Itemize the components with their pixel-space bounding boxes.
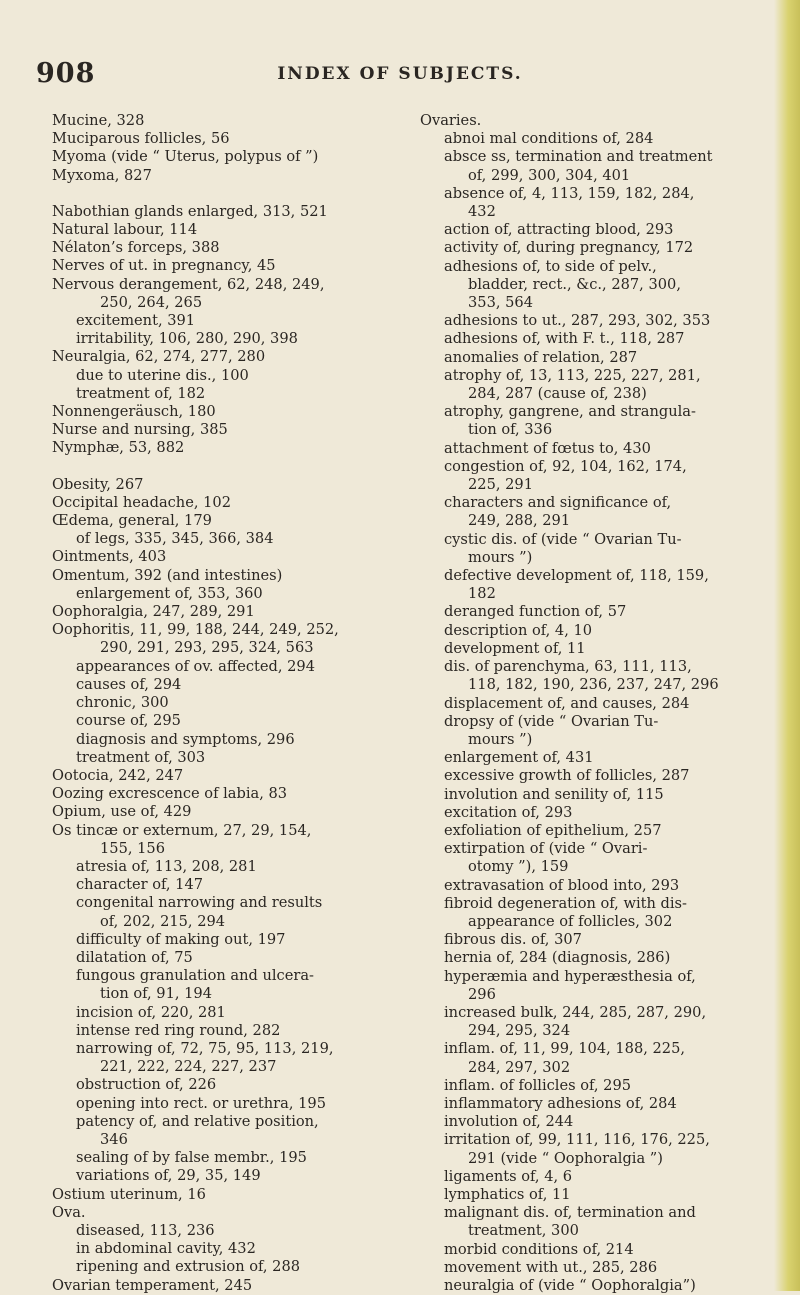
index-subentry: appearances of ov. affected, 294	[76, 657, 315, 675]
index-subentry: 155, 156	[100, 839, 165, 857]
index-entry: Ointments, 403	[52, 548, 167, 566]
index-subentry: otomy ”), 159	[468, 858, 569, 876]
index-subentry: 182	[468, 585, 496, 603]
index-subentry: congestion of, 92, 104, 162, 174,	[444, 457, 687, 475]
index-subentry: obstruction of, 226	[76, 1076, 217, 1094]
index-subentry: of legs, 335, 345, 366, 384	[76, 530, 274, 548]
index-entry: Omentum, 392 (and intestines)	[52, 566, 283, 584]
page-number: 908	[36, 58, 96, 89]
index-subentry: diseased, 113, 236	[76, 1221, 215, 1239]
index-subentry: lymphatics of, 11	[444, 1185, 571, 1203]
index-subentry: anomalies of relation, 287	[444, 348, 638, 366]
index-subentry: dis. of parenchyma, 63, 111, 113,	[444, 658, 692, 676]
index-subentry: 346	[100, 1130, 128, 1148]
index-subentry: 290, 291, 293, 295, 324, 563	[100, 639, 314, 657]
index-subentry: ripening and extrusion of, 288	[76, 1258, 301, 1276]
index-subentry: appearance of follicles, 302	[468, 912, 673, 930]
page-header	[0, 58, 800, 88]
index-subentry: excitation of, 293	[444, 803, 573, 821]
index-subentry: of, 202, 215, 294	[100, 912, 226, 930]
index-subentry: hyperæmia and hyperæsthesia of,	[444, 967, 696, 985]
index-subentry: dilatation of, 75	[76, 948, 193, 966]
index-entry: Obesity, 267	[52, 475, 144, 493]
index-entry: Oophoritis, 11, 99, 188, 244, 249, 252,	[52, 621, 339, 639]
index-entry: Œdema, general, 179	[52, 512, 212, 530]
index-subentry: description of, 4, 10	[444, 621, 593, 639]
index-subentry: 432	[468, 203, 496, 221]
index-subentry: attachment of fœtus to, 430	[444, 439, 651, 457]
index-subentry: enlargement of, 353, 360	[76, 584, 263, 602]
index-entry: Ostium uterinum, 16	[52, 1185, 206, 1203]
index-entry: Natural labour, 114	[52, 221, 198, 239]
index-subentry: malignant dis. of, termination and	[444, 1204, 696, 1222]
index-subentry: 225, 291	[468, 476, 533, 494]
index-subentry: inflam. of, 11, 99, 104, 188, 225,	[444, 1040, 686, 1058]
index-subentry: abnoi mal conditions of, 284	[444, 130, 654, 148]
index-subentry: irritability, 106, 280, 290, 398	[76, 330, 298, 348]
entry-gap	[52, 458, 392, 476]
index-subentry: neuralgia of (vide “ Oophoralgia”)	[444, 1277, 696, 1294]
index-subentry: 284, 297, 302	[468, 1058, 571, 1076]
index-subentry: 291 (vide “ Oophoralgia ”)	[468, 1149, 663, 1167]
index-subentry: tion of, 91, 194	[100, 985, 213, 1003]
index-subentry: fungous granulation and ulcera-	[76, 967, 314, 985]
index-subentry: congenital narrowing and results	[76, 894, 323, 912]
index-entry: Occipital headache, 102	[52, 493, 231, 511]
index-subentry: character of, 147	[76, 876, 204, 894]
index-subentry: treatment of, 303	[76, 748, 206, 766]
index-subentry: movement with ut., 285, 286	[444, 1258, 658, 1276]
index-entry: Nervous derangement, 62, 248, 249,	[52, 275, 325, 293]
index-entry: Myoma (vide “ Uterus, polypus of ”)	[52, 148, 319, 166]
index-subentry: 118, 182, 190, 236, 237, 247, 296	[468, 676, 719, 694]
index-subentry: deranged function of, 57	[444, 603, 627, 621]
index-entry: Oophoralgia, 247, 289, 291	[52, 603, 255, 621]
index-column-right	[420, 112, 772, 1295]
index-subentry: causes of, 294	[76, 675, 182, 693]
index-subentry: 221, 222, 224, 227, 237	[100, 1058, 277, 1076]
index-subentry: hernia of, 284 (diagnosis, 286)	[444, 949, 671, 967]
index-subentry: displacement of, and causes, 284	[444, 694, 690, 712]
index-subentry: defective development of, 118, 159,	[444, 567, 709, 585]
index-subentry: mours ”)	[468, 548, 533, 566]
index-subentry: irritation of, 99, 111, 116, 176, 225,	[444, 1131, 710, 1149]
entry-gap	[52, 185, 392, 203]
index-subentry: intense red ring round, 282	[76, 1021, 281, 1039]
index-subentry: development of, 11	[444, 639, 586, 657]
index-subentry: inflammatory adhesions of, 284	[444, 1094, 677, 1112]
index-entry: Myxoma, 827	[52, 166, 152, 184]
index-subentry: adhesions of, to side of pelv.,	[444, 257, 657, 275]
index-entry: Oozing excrescence of labia, 83	[52, 785, 288, 803]
index-subentry: action of, attracting blood, 293	[444, 221, 674, 239]
index-subentry: exfoliation of epithelium, 257	[444, 821, 662, 839]
index-subentry: atresia of, 113, 208, 281	[76, 857, 257, 875]
index-subentry: atrophy of, 13, 113, 225, 227, 281,	[444, 366, 701, 384]
index-entry: Ovarian temperament, 245	[52, 1276, 253, 1294]
index-entry: Nonnengeräusch, 180	[52, 403, 216, 421]
index-subentry: extirpation of (vide “ Ovari-	[444, 840, 648, 858]
index-subentry: characters and significance of,	[444, 494, 672, 512]
index-subentry: involution and senility of, 115	[444, 785, 664, 803]
index-entry: Nabothian glands enlarged, 313, 521	[52, 202, 328, 220]
index-entry: Nerves of ut. in pregnancy, 45	[52, 257, 276, 275]
index-subentry: 353, 564	[468, 294, 533, 312]
index-subentry: mours ”)	[468, 730, 533, 748]
index-subentry: adhesions to ut., 287, 293, 302, 353	[444, 312, 711, 330]
running-title: INDEX OF SUBJECTS.	[277, 64, 523, 84]
index-subentry: sealing of by false membr., 195	[76, 1149, 307, 1167]
index-subentry: diagnosis and symptoms, 296	[76, 730, 295, 748]
index-subentry: enlargement of, 431	[444, 749, 594, 767]
index-subentry: cystic dis. of (vide “ Ovarian Tu-	[444, 530, 682, 548]
index-subentry: of, 299, 300, 304, 401	[468, 166, 631, 184]
index-subentry: atrophy, gangrene, and strangula-	[444, 403, 696, 421]
index-entry: Mucine, 328	[52, 112, 145, 129]
index-subentry: absence of, 4, 113, 159, 182, 284,	[444, 184, 695, 202]
index-subentry: treatment of, 182	[76, 384, 206, 402]
index-subentry: variations of, 29, 35, 149	[76, 1167, 261, 1185]
index-entry: Os tincæ or externum, 27, 29, 154,	[52, 821, 312, 839]
index-entry: Ootocia, 242, 247	[52, 766, 184, 784]
index-subentry: difficulty of making out, 197	[76, 930, 286, 948]
index-subentry: 296	[468, 985, 496, 1003]
index-subentry: narrowing of, 72, 75, 95, 113, 219,	[76, 1039, 334, 1057]
index-entry: Ova.	[52, 1203, 86, 1221]
index-entry: Opium, use of, 429	[52, 803, 192, 821]
index-subentry: 249, 288, 291	[468, 512, 571, 530]
index-subentry: patency of, and relative position,	[76, 1112, 319, 1130]
index-subentry: activity of, during pregnancy, 172	[444, 239, 694, 257]
index-entry: Ovaries.	[420, 112, 482, 129]
index-subentry: ligaments of, 4, 6	[444, 1167, 573, 1185]
index-entry: Muciparous follicles, 56	[52, 130, 230, 148]
index-subentry: incision of, 220, 281	[76, 1003, 226, 1021]
index-subentry: adhesions of, with F. t., 118, 287	[444, 330, 685, 348]
index-subentry: 250, 264, 265	[100, 293, 203, 311]
index-subentry: morbid conditions of, 214	[444, 1240, 634, 1258]
index-subentry: fibrous dis. of, 307	[444, 931, 582, 949]
index-subentry: involution of, 244	[444, 1113, 574, 1131]
index-column-left	[52, 112, 392, 1295]
index-subentry: course of, 295	[76, 712, 181, 730]
index-subentry: opening into rect. or urethra, 195	[76, 1094, 326, 1112]
index-subentry: in abdominal cavity, 432	[76, 1240, 256, 1258]
index-subentry: 294, 295, 324	[468, 1022, 571, 1040]
index-entry: Nurse and nursing, 385	[52, 421, 228, 439]
index-subentry: bladder, rect., &c., 287, 300,	[468, 275, 681, 293]
index-subentry: due to uterine dis., 100	[76, 366, 249, 384]
index-subentry: chronic, 300	[76, 694, 169, 712]
index-subentry: inflam. of follicles of, 295	[444, 1076, 632, 1094]
index-entry: Nélaton’s forceps, 388	[52, 239, 220, 257]
index-subentry: excessive growth of follicles, 287	[444, 767, 690, 785]
index-entry: Nymphæ, 53, 882	[52, 439, 185, 457]
index-subentry: increased bulk, 244, 285, 287, 290,	[444, 1003, 707, 1021]
page-edge	[774, 0, 800, 1291]
index-subentry: absce ss, termination and treatment	[444, 148, 713, 166]
index-subentry: 284, 287 (cause of, 238)	[468, 385, 647, 403]
index-entry: Neuralgia, 62, 274, 277, 280	[52, 348, 266, 366]
index-subentry: excitement, 391	[76, 312, 196, 330]
index-subentry: treatment, 300	[468, 1222, 579, 1240]
index-subentry: tion of, 336	[468, 421, 553, 439]
index-subentry: extravasation of blood into, 293	[444, 876, 680, 894]
index-subentry: dropsy of (vide “ Ovarian Tu-	[444, 712, 659, 730]
index-subentry: fibroid degeneration of, with dis-	[444, 894, 687, 912]
